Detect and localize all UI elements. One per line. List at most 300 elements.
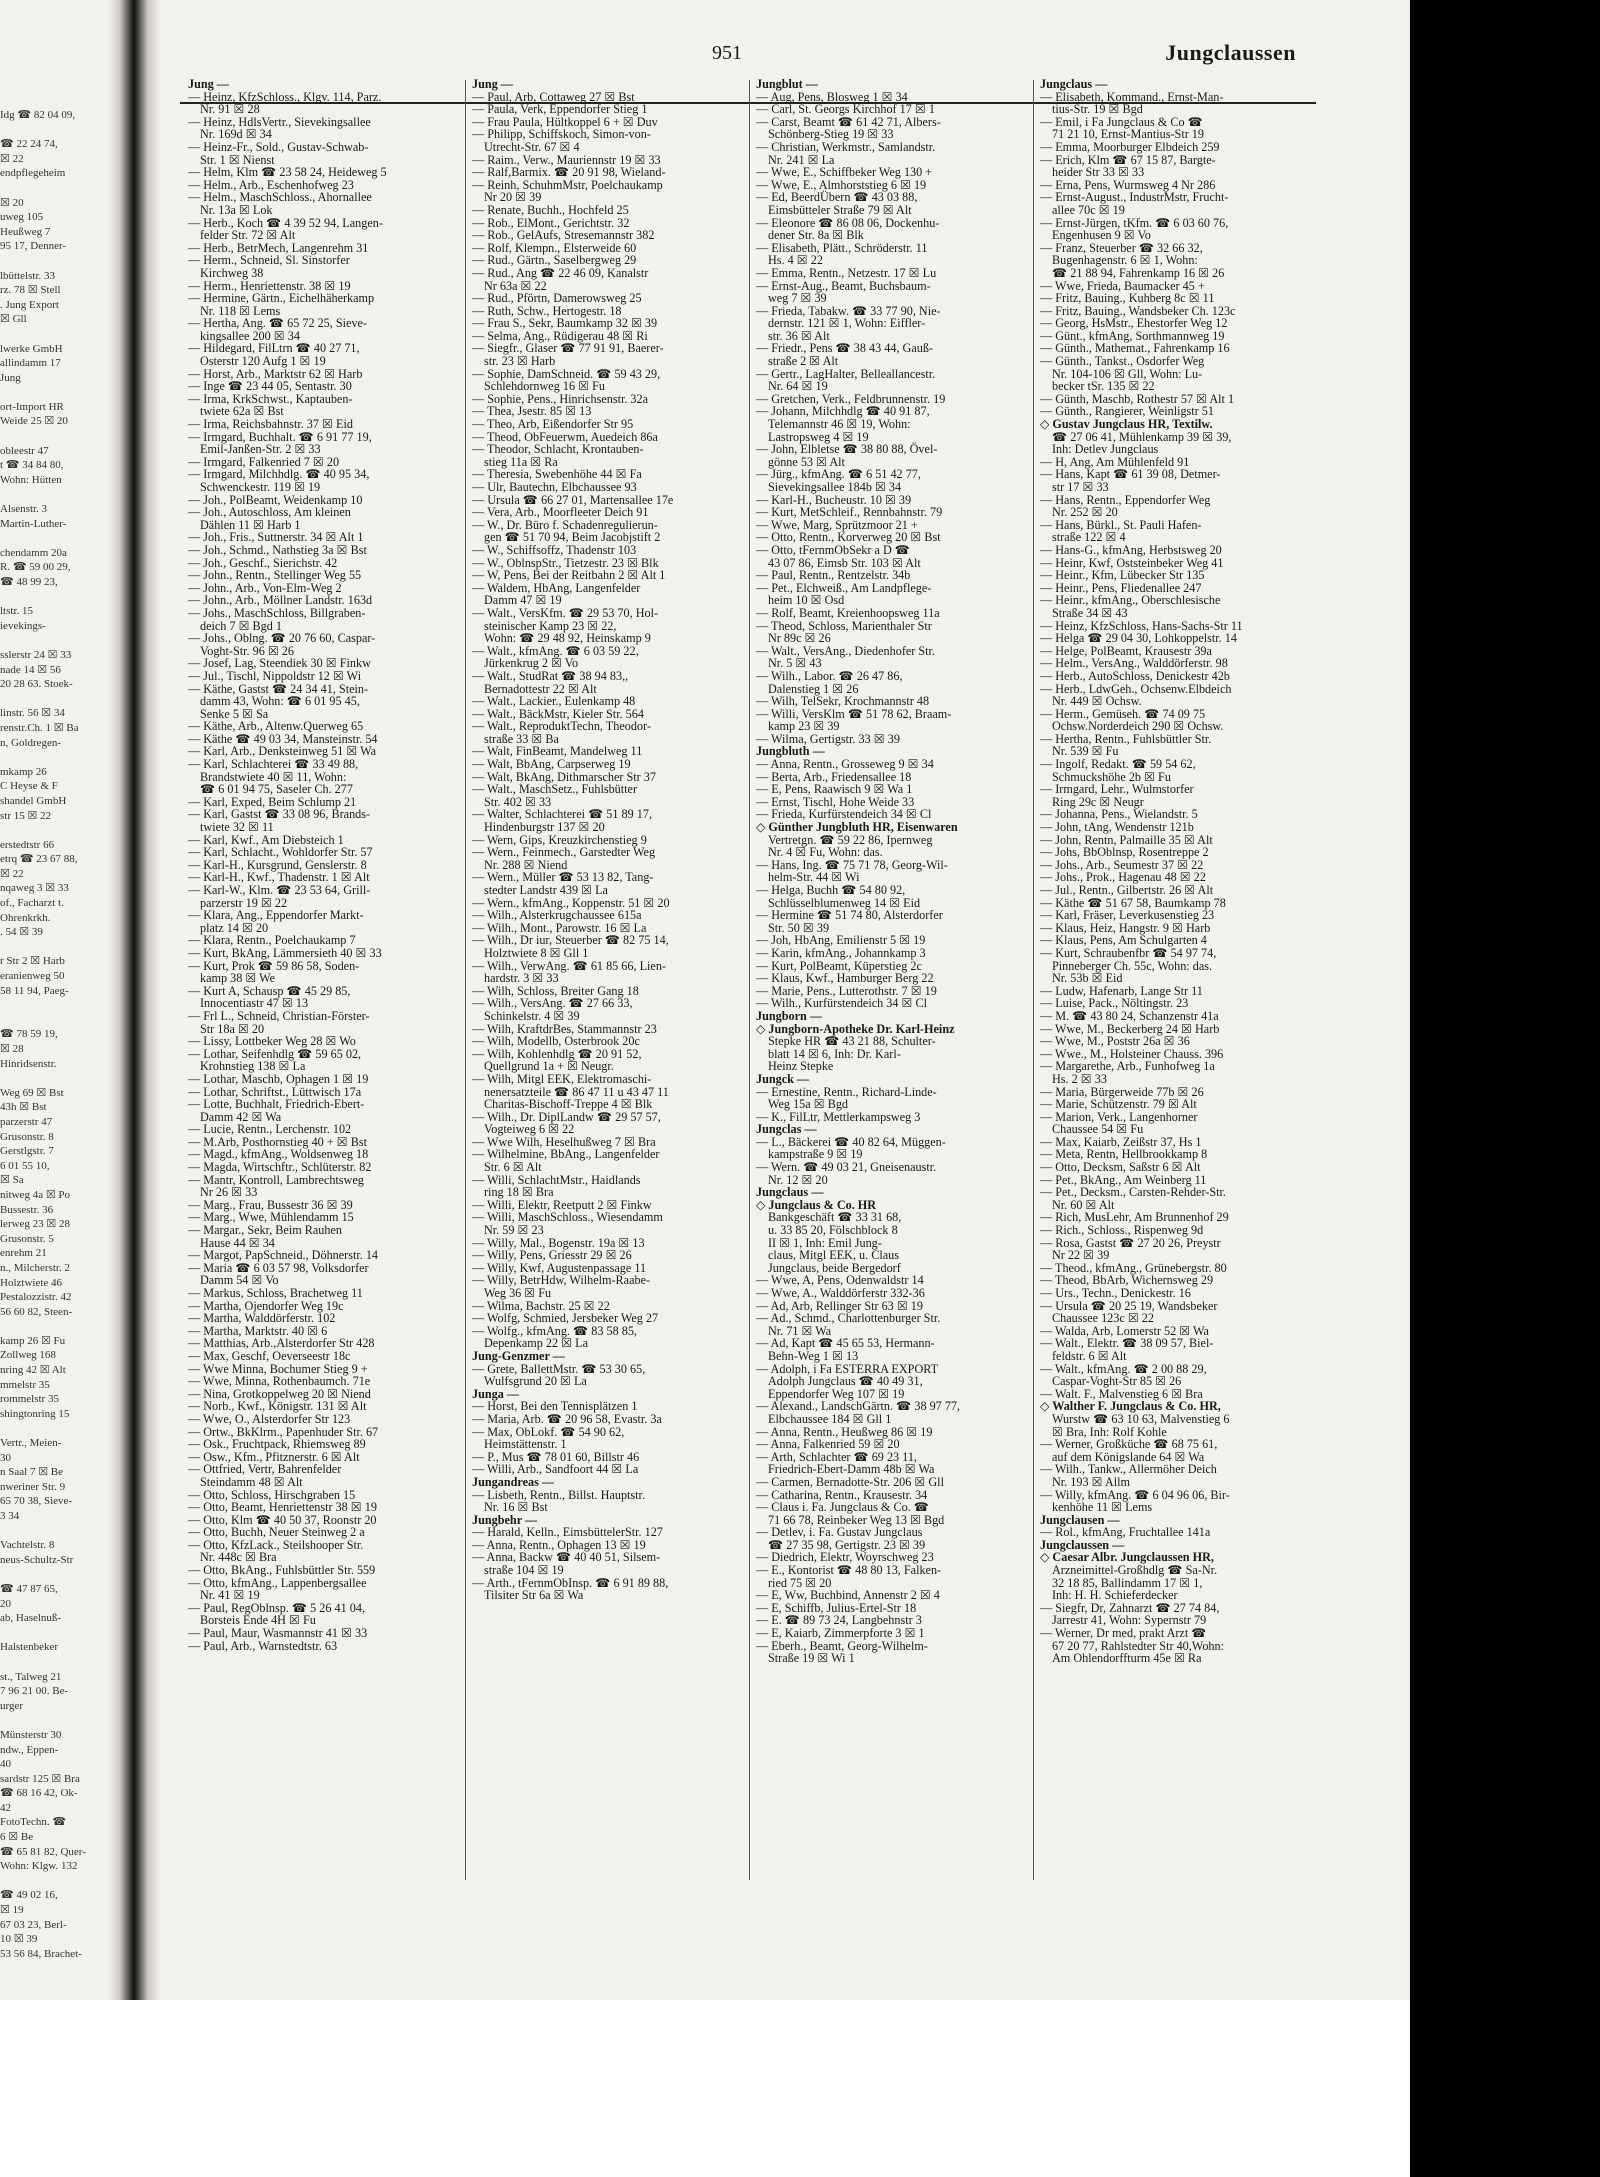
directory-entry-line: — Helga, Buchh ☎ 54 80 92, (756, 883, 906, 897)
directory-entry-line: — Klara, Ang., Eppendorfer Markt- (188, 908, 364, 923)
surname-heading: Jungbluth — (756, 744, 825, 759)
left-page-line: Wohn: Hütten (0, 473, 62, 486)
left-page-line: endpflegeheim (0, 167, 66, 180)
directory-entry-line: ☎ 21 88 94, Fahrenkamp 16 ☒ 26 (1052, 265, 1225, 280)
directory-entry-line: Vertretgn. ☎ 59 22 86, Ipernweg (768, 832, 933, 847)
directory-entry-line: Ochsw.Norderdeich 290 ☒ Ochsw. (1052, 719, 1224, 734)
directory-entry-line: straße 2 ☒ Alt (768, 354, 839, 369)
left-page-line: nweriner Str. 9 (0, 1480, 66, 1493)
directory-entry-line: — Anna, Rentn., Heußweg 86 ☒ 19 (756, 1424, 933, 1439)
left-page-line: t ☎ 34 84 80, (0, 459, 64, 472)
directory-entry-line: — Christian, Werkmstr., Samlandstr. (756, 139, 936, 154)
left-page-line: st., Talweg 21 (0, 1670, 62, 1683)
left-page-line: urger (0, 1699, 24, 1712)
left-page-line: 67 03 23, Berl- (0, 1918, 67, 1931)
directory-entry-line: — Wilh., Labor. ☎ 26 47 86, (756, 668, 903, 683)
directory-entry-line: — Walt., Lackier., Eulenkamp 48 (472, 694, 636, 709)
directory-entry-line: Nr. 13a ☒ Lok (200, 202, 273, 217)
directory-entry-line: — Karl-H., Kursgrund, Genslerstr. 8 (188, 857, 367, 872)
directory-entry-line: — Jul., Rentn., Gilbertstr. 26 ☒ Alt (1040, 883, 1214, 897)
directory-entry-line: — Margot, PapSchneid., Döhnerstr. 14 (188, 1248, 379, 1263)
directory-entry-line: — Willy, Kwf, Augustenpassage 11 (472, 1260, 647, 1275)
left-page-line: n, Goldregen- (0, 736, 62, 749)
left-page-line: str 15 ☒ 22 (0, 809, 52, 822)
directory-entry-line: — Eberh., Beamt, Georg-Wilhelm- (756, 1638, 928, 1653)
directory-entry-line: — Johs., Oblng. ☎ 20 76 60, Caspar- (188, 631, 376, 646)
directory-entry-line: Bernadottestr 22 ☒ Alt (484, 681, 597, 696)
left-page-line: 42 (0, 1801, 11, 1814)
directory-entry-line: — Horst, Arb., Marktstr 62 ☒ Harb (188, 366, 363, 381)
directory-entry-line: — Ernst-August., IndustrMstr, Frucht- (1040, 190, 1229, 205)
directory-entry-line: Wurstw ☎ 63 10 63, Malvenstieg 6 (1052, 1411, 1230, 1426)
left-page-line (0, 823, 110, 838)
directory-entry-line: — Aug, Pens, Blosweg 1 ☒ 34 (756, 89, 908, 104)
left-page-line: Grusonstr. 8 (0, 1130, 54, 1143)
directory-entry-line: — Johann, Milchhdlg ☎ 40 91 87, (756, 404, 930, 419)
directory-entry-line: — Kurt, PolBeamt, Küperstieg 2c (756, 958, 922, 973)
left-page-line: chendamm 20a (0, 546, 67, 559)
left-page-line: 58 11 94, Paeg- (0, 984, 69, 997)
directory-entry-line: — Wwe, E., Almhorststieg 6 ☒ 19 (756, 177, 927, 192)
left-page-line: ☒ 19 (0, 1904, 24, 1917)
directory-entry-line: — Kurt, Prok ☎ 59 86 58, Soden- (188, 958, 360, 973)
surname-heading: Jungclausen — (1040, 1512, 1120, 1527)
directory-entry-line: — Ernst, Tischl, Hohe Weide 33 (756, 794, 915, 809)
directory-entry-line: — Arth., tFernmObInsp. ☎ 6 91 89 88, (472, 1575, 669, 1590)
directory-entry-line: Hause 44 ☒ 34 (200, 1235, 275, 1250)
directory-entry-line: Eppendorfer Weg 107 ☒ 19 (768, 1386, 905, 1401)
directory-entry-line: — Sophie, Pens., Hinrichsenstr. 32a (472, 391, 649, 406)
directory-entry-line: Str. 402 ☒ 33 (484, 794, 552, 809)
directory-entry-line: — Willi, Elektr, Reetputt 2 ☒ Finkw (472, 1197, 652, 1212)
directory-entry-line: — Theod, BbArb, Wichernsweg 29 (1040, 1273, 1214, 1288)
left-page-line: mkamp 26 (0, 765, 47, 778)
directory-entry-line: str 17 ☒ 33 (1052, 480, 1109, 494)
directory-entry-line: — Willi, VersKlm ☎ 51 78 62, Braam- (756, 706, 952, 721)
directory-entry-line: — Irmgard, Falkenried 7 ☒ 20 (188, 454, 340, 469)
directory-entry-line: claus, Mitgl EEK, u. Claus (768, 1248, 900, 1263)
running-head: Jungclaussen (1165, 40, 1296, 65)
directory-entry-line: becker tSr. 135 ☒ 22 (1052, 379, 1155, 394)
directory-entry-line: — Maria, Arb. ☎ 20 96 58, Evastr. 3a (472, 1411, 662, 1426)
directory-entry-line: — Magd., kfmAng., Woldsenweg 18 (188, 1147, 369, 1162)
directory-entry-line: — Sophie, DamSchneid. ☎ 59 43 29, (472, 366, 661, 381)
directory-entry-line: platz 14 ☒ 20 (200, 920, 269, 935)
left-page-line: 3 34 (0, 1510, 20, 1522)
directory-entry-line: — Waldem, HbAng, Langenfelder (472, 580, 641, 595)
left-page-line: shandel GmbH (0, 794, 67, 807)
directory-entry-line: Heinz Stepke (768, 1059, 834, 1074)
directory-entry-line: — Walt., ReproduktTechn, Theodor- (472, 719, 651, 734)
surname-heading: Jungblut — (756, 78, 818, 91)
left-page-line (0, 1713, 110, 1728)
directory-entry-line: Schmuckshöhe 2b ☒ Fu (1052, 769, 1171, 784)
directory-entry-line: — Claus i. Fa. Jungclaus & Co. ☎ (756, 1500, 929, 1515)
directory-entry-line: — John, tAng, Wendenstr 121b (1040, 820, 1194, 835)
left-page-line: lbüttelstr. 33 (0, 269, 55, 282)
directory-entry-line: — Heinr, Kwf, Oststeinbeker Weg 41 (1040, 555, 1224, 570)
left-page-line: Bussestr. 36 (0, 1203, 54, 1216)
directory-entry-line: kingsallee 200 ☒ 34 (200, 328, 300, 343)
directory-entry-line: Behn-Weg 1 ☒ 13 (768, 1348, 859, 1363)
directory-entry-line: — Irmgard, Lehr., Wulmstorfer (1040, 782, 1194, 797)
directory-entry-line: dener Str. 8a ☒ Blk (768, 228, 864, 243)
directory-entry-line: — Theod, Schloss, Marienthaler Str (756, 618, 932, 633)
left-page-line: r Str 2 ☒ Harb (0, 955, 65, 968)
directory-entry-line: — Joh., Fris., Suttnerstr. 34 ☒ Alt 1 (188, 530, 364, 545)
left-page-line: 6 01 55 10, (0, 1159, 50, 1172)
directory-entry-line: — Elisabeth, Kommand., Ernst-Man- (1040, 89, 1224, 104)
directory-entry-line: Brandstwiete 40 ☒ 11, Wohn: (200, 769, 347, 784)
directory-entry-line: — Theresia, Swebenhöhe 44 ☒ Fa (472, 467, 642, 482)
directory-entry-line: straße 33 ☒ Ba (484, 731, 559, 746)
directory-entry-line: — Heinz, KfzSchloss, Hans-Sachs-Str 11 (1040, 618, 1243, 633)
directory-entry-line: Nr. 59 ☒ 23 (484, 1223, 544, 1238)
left-page-line: of., Facharzt t. (0, 897, 64, 910)
directory-entry-line: — Wilh, Modellb, Osterbrook 20c (472, 1034, 640, 1049)
left-page-line: ☎ 49 02 16, (0, 1889, 58, 1902)
directory-entry-line: Schönberg-Stieg 19 ☒ 33 (768, 127, 894, 142)
directory-entry-line: Nr. 169d ☒ 34 (200, 127, 272, 142)
directory-entry-line: — Emil, i Fa Jungclaus & Co ☎ (1040, 114, 1203, 129)
left-page-line: parzerstr 47 (0, 1115, 53, 1128)
left-page-line: Martin-Luther- (0, 517, 67, 530)
left-page-line (0, 940, 110, 955)
directory-entry-line: ☒ Bra, Inh: Rolf Kohle (1052, 1424, 1167, 1439)
directory-entry-line: Damm 47 ☒ 19 (484, 593, 562, 608)
directory-entry-line: — Magda, Wirtschftr., Schlüterstr. 82 (188, 1160, 372, 1175)
directory-entry-line: — Rob., ElMont., Gerichtstr. 32 (472, 215, 630, 230)
left-page-line: C Heyse & F (0, 780, 58, 793)
left-page-line: Weg 69 ☒ Bst (0, 1086, 64, 1099)
left-page-line: 20 (0, 1597, 11, 1610)
directory-entry-line: — Wilh, KraftdrBes, Stammannstr 23 (472, 1021, 657, 1036)
directory-entry-line: — Gertr., LagHalter, Belleallancestr. (756, 366, 936, 381)
directory-entry-line: Damm 54 ☒ Vo (200, 1273, 279, 1288)
directory-entry-line: — Hans-G., kfmAng, Herbstsweg 20 (1040, 542, 1222, 557)
left-page-line: Vachtelstr. 8 (0, 1539, 55, 1552)
directory-entry-line: — Fritz, Bauing., Kuhberg 8c ☒ 11 (1040, 291, 1215, 306)
directory-entry-line: — Hermine, Gärtn., Eichelhäherkamp (188, 291, 375, 306)
directory-entry-line: Schlüsselblumenweg 14 ☒ Eid (768, 895, 921, 910)
directory-entry-line: II ☒ 1, Inh: Emil Jung- (768, 1235, 882, 1250)
directory-entry-line: Straße 19 ☒ Wi 1 (768, 1651, 855, 1666)
directory-entry-line: — Martha, Walddörferstr. 102 (188, 1311, 336, 1326)
directory-entry-line: — Wolfg., kfmAng. ☎ 83 58 85, (472, 1323, 637, 1338)
directory-entry-line: stieg 11a ☒ Ra (484, 454, 558, 469)
directory-entry-line: Str. 1 ☒ Nienst (200, 152, 275, 167)
directory-entry-line: — Marion, Verk., Langenhorner (1040, 1109, 1198, 1124)
directory-entry-line: Wulfsgrund 20 ☒ La (484, 1374, 587, 1389)
directory-entry-line: — Marie, Schützenstr. 79 ☒ Alt (1040, 1097, 1197, 1112)
directory-entry-line: Nr. 448c ☒ Bra (200, 1550, 277, 1565)
directory-entry-line: Dalenstieg 1 ☒ 26 (768, 681, 859, 696)
directory-entry-line: — Frieda, Kurfürstendeich 34 ☒ Cl (756, 807, 932, 822)
directory-entry-line: — Carst, Beamt ☎ 61 42 71, Albers- (756, 114, 941, 129)
directory-entry-line: Tilsiter Str 6a ☒ Wa (484, 1588, 584, 1603)
directory-entry-line: stedter Landstr 439 ☒ La (484, 883, 608, 897)
directory-entry-line: — Paul, Maur, Wasmannstr 41 ☒ 33 (188, 1626, 368, 1641)
left-page-line: nring 42 ☒ Alt (0, 1364, 66, 1377)
directory-entry-line: — Walt., Elektr. ☎ 38 09 57, Biel- (1040, 1336, 1214, 1351)
left-page-line: nade 14 ☒ 56 (0, 663, 61, 676)
directory-entry-line: Jarrestr 41, Wohn: Sypernstr 79 (1052, 1613, 1207, 1628)
directory-entry-line: — Berta, Arb., Friedensallee 18 (756, 769, 912, 784)
directory-entry-line: — Horst, Bei den Tennisplätzen 1 (472, 1399, 638, 1414)
directory-entry-line: — Lisbeth, Rentn., Billst. Hauptstr. (472, 1487, 645, 1502)
directory-entry-line: Kirchweg 38 (200, 265, 264, 280)
left-page-line (0, 327, 110, 342)
left-page-line (0, 1626, 110, 1641)
left-page-line (0, 692, 110, 707)
directory-entry-line: Schlehdornweg 16 ☒ Fu (484, 379, 605, 394)
left-page-line (0, 1567, 110, 1582)
directory-entry-line: Nr. 118 ☒ Lems (200, 303, 281, 318)
directory-entry-line: — M. ☎ 43 80 24, Schanzenstr 41a (1040, 1008, 1219, 1023)
directory-entry-line: ◇ Gustav Jungclaus HR, Textilw. (1040, 417, 1213, 432)
directory-entry-line: Ring 29c ☒ Neugr (1052, 794, 1144, 809)
directory-entry-line: Schwenckestr. 119 ☒ 19 (200, 480, 321, 494)
directory-entry-line: — Adolph, i Fa ESTERRA EXPORT (756, 1361, 939, 1376)
left-page-line: eranienweg 50 (0, 970, 65, 983)
directory-entry-line: — Herb., AutoSchloss, Denickestr 42b (1040, 668, 1230, 683)
left-page-line: ltstr. 15 (0, 605, 34, 618)
directory-entry-line: — Wilh., Alsterkrugchaussee 615a (472, 908, 642, 923)
directory-entry-line: — Rob., GelAufs, Stresemannstr 382 (472, 228, 655, 243)
surname-heading: Jungclaussen — (1040, 1537, 1125, 1552)
directory-entry-line: Utrecht-Str. 67 ☒ 4 (484, 139, 580, 154)
directory-entry-line: — Wilh, Schloss, Breiter Gang 18 (472, 983, 639, 998)
directory-entry-line: — Karl, Fräser, Leverkusenstieg 23 (1040, 908, 1215, 923)
left-page-line (0, 254, 110, 269)
left-page-line: neus-Schultz-Str (0, 1553, 74, 1566)
directory-entry-line: — Emma, Rentn., Netzestr. 17 ☒ Lu (756, 265, 937, 280)
directory-entry-line: — Karl-H., Kwf., Thadenstr. 1 ☒ Alt (188, 870, 370, 885)
directory-entry-line: Nr. 449 ☒ Ochsw. (1052, 694, 1142, 709)
directory-entry-line: — Herb., LdwGeh., Ochsenw.Elbdeich (1040, 681, 1232, 696)
directory-entry-line: — Irmgard, Buchhalt. ☎ 6 91 77 19, (188, 429, 372, 444)
directory-entry-line: — Hans, Ing. ☎ 75 71 78, Georg-Wil- (756, 857, 948, 872)
left-page-line: ☒ 22 (0, 152, 24, 165)
directory-entry-line: — Ed, BeerdÜbern ☎ 43 03 88, (756, 190, 918, 205)
directory-entry-line: — Lothar, Seifenhdlg ☎ 59 65 02, (188, 1046, 362, 1061)
directory-entry-line: — Wilh, TelSekr, Krochmannstr 48 (756, 694, 930, 709)
directory-entry-line: kamp 38 ☒ We (200, 971, 276, 986)
directory-entry-line: — Markus, Schloss, Brachetweg 11 (188, 1286, 363, 1300)
directory-entry-line: — Grete, BallettMstr. ☎ 53 30 65, (472, 1361, 646, 1376)
directory-entry-line: Stepke HR ☎ 43 21 88, Schulter- (768, 1034, 936, 1049)
directory-entry-line: allee 70c ☒ 19 (1052, 202, 1125, 217)
directory-entry-line: — Otto, Buchh, Neuer Steinweg 2 a (188, 1525, 365, 1540)
directory-entry-line: Nr. 193 ☒ Allm (1052, 1474, 1130, 1489)
left-page-line: erstedtstr 66 (0, 838, 55, 851)
directory-entry-line: — Josef, Lag, Steendiek 30 ☒ Finkw (188, 656, 371, 671)
left-page-line: ☒ 28 (0, 1043, 24, 1055)
directory-entry-line: — Maria ☎ 6 03 57 98, Volksdorfer (188, 1260, 369, 1275)
directory-entry-line: — Elisabeth, Plätt., Schröderstr. 11 (756, 240, 928, 255)
directory-entry-line: — Helm, Klm ☎ 23 58 24, Heideweg 5 (188, 165, 387, 180)
directory-entry-line: — Ad, Kapt ☎ 45 65 53, Hermann- (756, 1336, 935, 1351)
directory-entry-line: — Wilma, Gertigstr. 33 ☒ 39 (756, 731, 900, 746)
directory-entry-line: hardstr. 3 ☒ 33 (484, 971, 559, 986)
directory-entry-line: str. 36 ☒ Alt (768, 328, 830, 343)
surname-heading: Jungck — (756, 1071, 810, 1086)
left-page-edge (0, 0, 110, 2000)
surname-heading: Jungclas — (756, 1122, 817, 1137)
directory-entry-line: ☎ 27 35 98, Gertigstr. 23 ☒ 39 (768, 1537, 926, 1552)
directory-entry-line: — E, Ww, Buchbind, Annenstr 2 ☒ 4 (756, 1588, 940, 1603)
left-page-line: FotoTechn. ☎ (0, 1816, 67, 1829)
directory-entry-line: — Hans, Kapt ☎ 61 39 08, Detmer- (1040, 467, 1221, 482)
directory-entry-line: gen ☎ 51 70 94, Beim Jacobjstift 2 (484, 530, 661, 545)
left-page-line: lerweg 23 ☒ 28 (0, 1218, 71, 1231)
directory-entry-line: Lastropsweg 4 ☒ 19 (768, 429, 869, 444)
directory-entry-line: — Rud., Pförtn, Damerowsweg 25 (472, 291, 642, 306)
directory-entry-line: heim 10 ☒ Osd (768, 593, 845, 608)
directory-entry-line: Engenhusen 9 ☒ Vo (1052, 228, 1151, 243)
directory-entry-line: — Karl, Schlacht., Wohldorfer Str. 57 (188, 845, 373, 860)
directory-entry-line: — Anna, Backw ☎ 40 40 51, Silsem- (472, 1550, 661, 1565)
directory-entry-line: Elbchaussee 184 ☒ Gll 1 (768, 1411, 892, 1426)
directory-entry-line: 67 20 77, Rahlstedter Str 40,Wohn: (1052, 1638, 1224, 1653)
left-page-line: shingtonring 15 (0, 1407, 70, 1420)
directory-entry-line: — Joh, HbAng, Emilienstr 5 ☒ 19 (756, 933, 926, 948)
directory-entry-line: — W., OblnspStr., Tietzestr. 23 ☒ Blk (472, 555, 659, 570)
left-page-line: Wohn: Klgw. 132 (0, 1860, 78, 1873)
directory-entry-line: — W., Schiffsoffz, Thadenstr 103 (472, 542, 637, 557)
directory-entry-line: straße 122 ☒ 4 (1052, 530, 1126, 545)
directory-entry-line: — Ernestine, Rentn., Richard-Linde- (756, 1084, 937, 1099)
directory-entry-line: — Alexand., LandschGärtn. ☎ 38 97 77, (756, 1399, 961, 1414)
directory-column-2 (472, 78, 747, 1878)
directory-entry-line: gönne 53 ☒ Alt (768, 454, 845, 469)
directory-entry-line: — Lissy, Lottbeker Weg 28 ☒ Wo (188, 1034, 356, 1049)
directory-entry-line: — Ad, Arb, Rellinger Str 63 ☒ 19 (756, 1298, 923, 1313)
directory-entry-line: — John., Rentn., Stellinger Weg 55 (188, 568, 362, 583)
directory-entry-line: — Günth., Tankst., Osdorfer Weg (1040, 354, 1205, 369)
directory-entry-line: — Helge, PolBeamt, Krausestr 39a (1040, 643, 1212, 658)
directory-entry-line: ☎ 27 06 41, Mühlenkamp 39 ☒ 39, (1052, 429, 1232, 444)
directory-entry-line: — E, Pens, Raawisch 9 ☒ Wa 1 (756, 782, 913, 797)
directory-entry-line: Am Ohlendorffturm 45e ☒ Ra (1052, 1651, 1202, 1666)
directory-entry-line: — Günth., Rangierer, Weinligstr 51 (1040, 404, 1214, 419)
directory-entry-line: — Renate, Buchh., Hochfeld 25 (472, 202, 629, 217)
left-page-line: Alsenstr. 3 (0, 503, 48, 516)
directory-entry-line: — Wwe, A., Walddörferstr 332-36 (756, 1286, 925, 1300)
directory-entry-line: — Walt., VersKfm. ☎ 29 53 70, Hol- (472, 605, 659, 620)
directory-entry-line: — Paul, Arb., Warnstedtstr. 63 (188, 1638, 338, 1653)
directory-entry-line: — Karl, Exped, Beim Schlump 21 (188, 794, 357, 809)
directory-entry-line: — Frau S., Sekr, Baumkamp 32 ☒ 39 (472, 316, 658, 331)
surname-heading: Jungclaus — (1040, 78, 1108, 91)
left-page-line (0, 1319, 110, 1334)
directory-entry-line: Nr. 71 ☒ Wa (768, 1323, 832, 1338)
directory-entry-line: damm 43, Wohn: ☎ 6 01 95 45, (200, 694, 360, 709)
directory-entry-line: — Martha, Marktstr. 40 ☒ 6 (188, 1323, 328, 1338)
left-page-line (0, 1421, 110, 1436)
left-page-line: lwerke GmbH (0, 342, 63, 355)
directory-entry-line: — Ortw., BkKlrm., Papenhuder Str. 67 (188, 1424, 379, 1439)
directory-entry-line: — Marg., Wwe, Mühlendamm 15 (188, 1210, 354, 1225)
directory-entry-line: — Willi, MaschSchloss., Wiesendamm (472, 1210, 663, 1225)
directory-entry-line: — Wilh., Tankw., Allermöher Deich (1040, 1462, 1217, 1477)
left-page-line: ab, Haselnuß- (0, 1612, 62, 1625)
directory-entry-line: Nr. 64 ☒ 19 (768, 379, 828, 394)
directory-entry-line: Nr. 288 ☒ Niend (484, 857, 568, 872)
directory-entry-line: — Walda, Arb, Lomerstr 52 ☒ Wa (1040, 1323, 1209, 1338)
directory-entry-line: — Klaus, Kwf., Hamburger Berg 22 (756, 971, 934, 986)
directory-entry-line: — Herm., Schneid, Sl. Sinstorfer (188, 253, 350, 268)
directory-entry-line: — Heinz, HdlsVertr., Sievekingsallee (188, 114, 371, 129)
directory-entry-line: — Carl, St. Georgs Kirchhof 17 ☒ 1 (756, 102, 935, 117)
directory-entry-line: kamp 23 ☒ 39 (768, 719, 840, 734)
directory-entry-line: Nr. 91 ☒ 28 (200, 102, 260, 117)
directory-entry-line: — Siegfr., Glaser ☎ 77 91 91, Baerer- (472, 341, 664, 356)
directory-entry-line: Borsteis Ende 4H ☒ Fu (200, 1613, 316, 1628)
directory-entry-line: felder Str. 72 ☒ Alt (200, 228, 296, 243)
directory-entry-line: — Otto, Beamt, Henriettenstr 38 ☒ 19 (188, 1500, 377, 1515)
directory-entry-line: — Philipp, Schiffskoch, Simon-von- (472, 127, 651, 142)
directory-entry-line: — Wern. ☎ 49 03 21, Gneisenaustr. (756, 1160, 937, 1175)
scan-black-border (1410, 0, 1600, 2177)
directory-entry-line: Hindenburgstr 137 ☒ 20 (484, 820, 605, 835)
directory-entry-line: heider Str 33 ☒ 33 (1052, 165, 1145, 180)
directory-entry-line: — Hertha, Rentn., Fuhlsbüttler Str. (1040, 731, 1212, 746)
left-page-line: 30 (0, 1451, 11, 1464)
directory-entry-line: Chaussee 123c ☒ 22 (1052, 1311, 1154, 1326)
column-divider (749, 80, 750, 1880)
directory-column-4 (1040, 78, 1315, 1878)
directory-entry-line: — Wilh, Kohlenhdlg ☎ 20 91 52, (472, 1046, 642, 1061)
directory-entry-line: — Wilh., VerwAng. ☎ 61 85 66, Lien- (472, 958, 666, 973)
left-page-line: Münsterstr 30 (0, 1728, 62, 1741)
directory-entry-line: parzerstr 19 ☒ 22 (200, 895, 288, 910)
left-page-line: 20 28 63. Stoek- (0, 678, 73, 691)
directory-entry-line: — Franz, Steuerber ☎ 32 66 32, (1040, 240, 1203, 255)
directory-entry-line: — Wwe, Frieda, Baumacker 45 + (1040, 278, 1205, 293)
directory-page (160, 0, 1410, 2000)
directory-entry-line: 32 18 85, Ballindamm 17 ☒ 1, (1052, 1575, 1203, 1590)
left-page-line: ☎ 65 81 82, Quer- (0, 1845, 86, 1858)
directory-entry-line: Sievekingsallee 184b ☒ 34 (768, 480, 902, 494)
directory-entry-line: — Käthe ☎ 51 67 58, Baumkamp 78 (1040, 895, 1226, 910)
left-page-line: 65 70 38, Sieve- (0, 1495, 73, 1508)
directory-entry-line: — Klaus, Pens, Am Schulgarten 4 (1040, 933, 1207, 948)
directory-entry-line: — Günth, Maschb, Rothestr 57 ☒ Alt 1 (1040, 391, 1235, 406)
left-page-line (0, 590, 110, 605)
directory-entry-line: — Wilh., Dr. DiplLandw ☎ 29 57 57, (472, 1109, 661, 1124)
directory-entry-line: Charitas-Bischoff-Treppe 4 ☒ Blk (484, 1097, 653, 1112)
directory-entry-line: — L., Bäckerei ☎ 40 82 64, Müggen- (756, 1134, 946, 1149)
directory-entry-line: — Wilh., VersAng. ☎ 27 66 33, (472, 996, 633, 1011)
directory-entry-line: — Paul, Rentn., Rentzelstr. 34b (756, 568, 911, 583)
directory-column-1 (188, 78, 463, 1878)
directory-entry-line: — Herm., Gemüseh. ☎ 74 09 75 (1040, 706, 1206, 721)
directory-entry-line: — Willy, Pens, Griesstr 29 ☒ 26 (472, 1248, 632, 1263)
directory-entry-line: — John, Rentn, Palmaille 35 ☒ Alt (1040, 832, 1213, 847)
directory-entry-line: ◇ Jungclaus & Co. HR (756, 1197, 877, 1212)
directory-entry-line: — Wilma, Bachstr. 25 ☒ 22 (472, 1298, 610, 1313)
directory-entry-line: — Hans, Rentn., Eppendorfer Weg (1040, 492, 1211, 507)
directory-entry-line: — Frl L., Schneid, Christian-Förster- (188, 1008, 370, 1023)
directory-entry-line: — Hans, Bürkl., St. Pauli Hafen- (1040, 517, 1202, 532)
directory-entry-line: — Johs., Arb., Seumestr 37 ☒ 22 (1040, 857, 1204, 872)
directory-entry-line: — Urs., Techn., Denickestr. 16 (1040, 1286, 1191, 1300)
directory-entry-line: Nr 89c ☒ 26 (768, 631, 831, 646)
directory-entry-line: — Vera, Arb., Moorfleeter Deich 91 (472, 505, 649, 520)
directory-entry-line: Dählen 11 ☒ Harb 1 (200, 517, 301, 532)
directory-entry-line: helm-Str. 44 ☒ Wi (768, 870, 860, 885)
